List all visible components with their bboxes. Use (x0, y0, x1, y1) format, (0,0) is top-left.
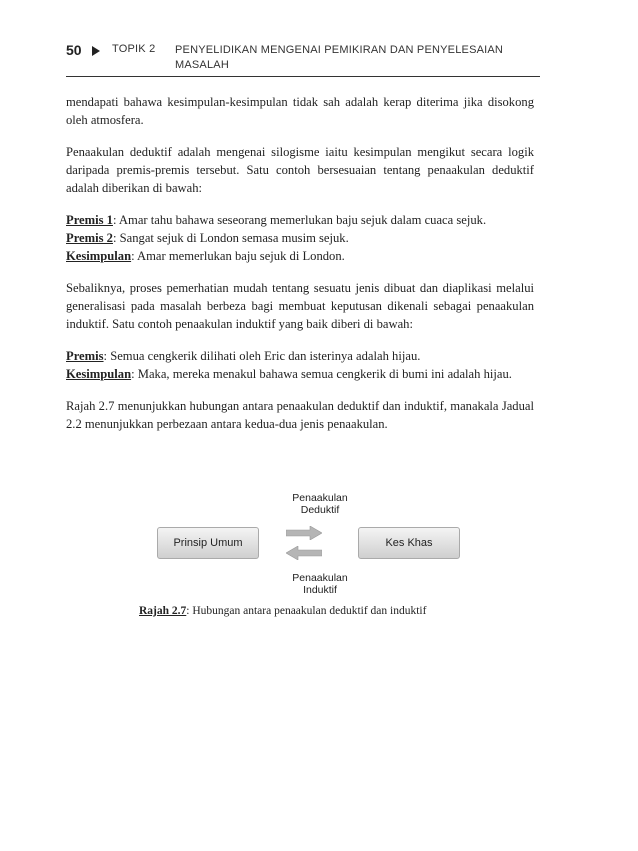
header-title-line1: PENYELIDIKAN MENGENAI PEMIKIRAN DAN PENYELESAIAN (175, 44, 504, 56)
premis-1-text: : Amar tahu bahawa seseorang memerlukan baju sejuk dalam cuaca sejuk. (112, 213, 487, 227)
kesimpulan-2-label: Kesimpulan (66, 367, 132, 381)
induktif-label (280, 572, 360, 596)
premis-text: : Semua cengkerik dilihati oleh Eric dan isterinya adalah hijau. (103, 349, 421, 363)
premis-1-label: Premis 1 (66, 213, 113, 227)
header-title-line2: MASALAH (175, 59, 229, 71)
kesimpulan-2-text: : Maka, mereka menakul bahawa semua cengkerik di bumi ini adalah hijau. (131, 367, 512, 381)
kes-khas-box: Kes Khas (358, 527, 460, 559)
example-1-premis-1 (66, 211, 534, 229)
prinsip-umum-box: Prinsip Umum (157, 527, 259, 559)
example-2-premis (66, 347, 534, 365)
kesimpulan-1-text: : Amar memerlukan baju sejuk di London. (131, 249, 345, 263)
deduktif-label-line2: Deduktif (300, 504, 340, 516)
page-number: 50 (66, 42, 82, 58)
paragraph-4: Rajah 2.7 menunjukkan hubungan antara penaakulan deduktif dan induktif, manakala Jadual 2.2 menunjukkan perbezaan antara kedua-dua jenis penaakulan. (66, 399, 534, 431)
caption-label: Rajah 2.7 (139, 605, 187, 617)
figure-caption (139, 605, 426, 617)
example-2-kesimpulan (66, 365, 534, 383)
kesimpulan-1-label: Kesimpulan (66, 249, 132, 263)
example-1-premis-2 (66, 229, 534, 247)
paragraph-3: Sebaliknya, proses pemerhatian mudah tentang sesuatu jenis dibuat dan diaplikasi melalui generalisasi pada masalah berbeza bagi membuat keputusan dikenali sebagai penaakulan induktif. Satu contoh penaakulan induktif yang baik diberi di bawah: (66, 281, 534, 331)
page-content (66, 93, 534, 447)
deduktif-label (280, 492, 360, 516)
premis-2-label: Premis 2 (66, 231, 113, 245)
premis-label: Premis (66, 349, 104, 363)
caption-text: : Hubungan antara penaakulan deduktif dan induktif (186, 605, 427, 617)
premis-2-text: : Sangat sejuk di London semasa musim sejuk. (112, 231, 349, 245)
reasoning-diagram (153, 490, 483, 598)
deduktif-label-line1: Penaakulan (292, 492, 348, 504)
topic-label: TOPIK 2 (112, 43, 156, 55)
triangle-right-icon (92, 46, 100, 56)
arrow-right-icon (286, 526, 322, 540)
paragraph-2: Penaakulan deduktif adalah mengenai silogisme iaitu kesimpulan mengikut secara logik daripada premis-premis tersebut. Satu contoh bersesuaian tentang penaakulan deduktif adalah diberikan di bawah: (66, 145, 534, 195)
induktif-label-line1: Penaakulan (292, 572, 348, 584)
page-header (66, 42, 540, 77)
induktif-label-line2: Induktif (303, 584, 337, 596)
arrow-left-icon (286, 546, 322, 560)
paragraph-1: mendapati bahawa kesimpulan-kesimpulan tidak sah adalah kerap diterima jika disokong oleh atmosfera. (66, 95, 534, 127)
example-1-kesimpulan (66, 247, 534, 265)
header-title (175, 43, 535, 73)
